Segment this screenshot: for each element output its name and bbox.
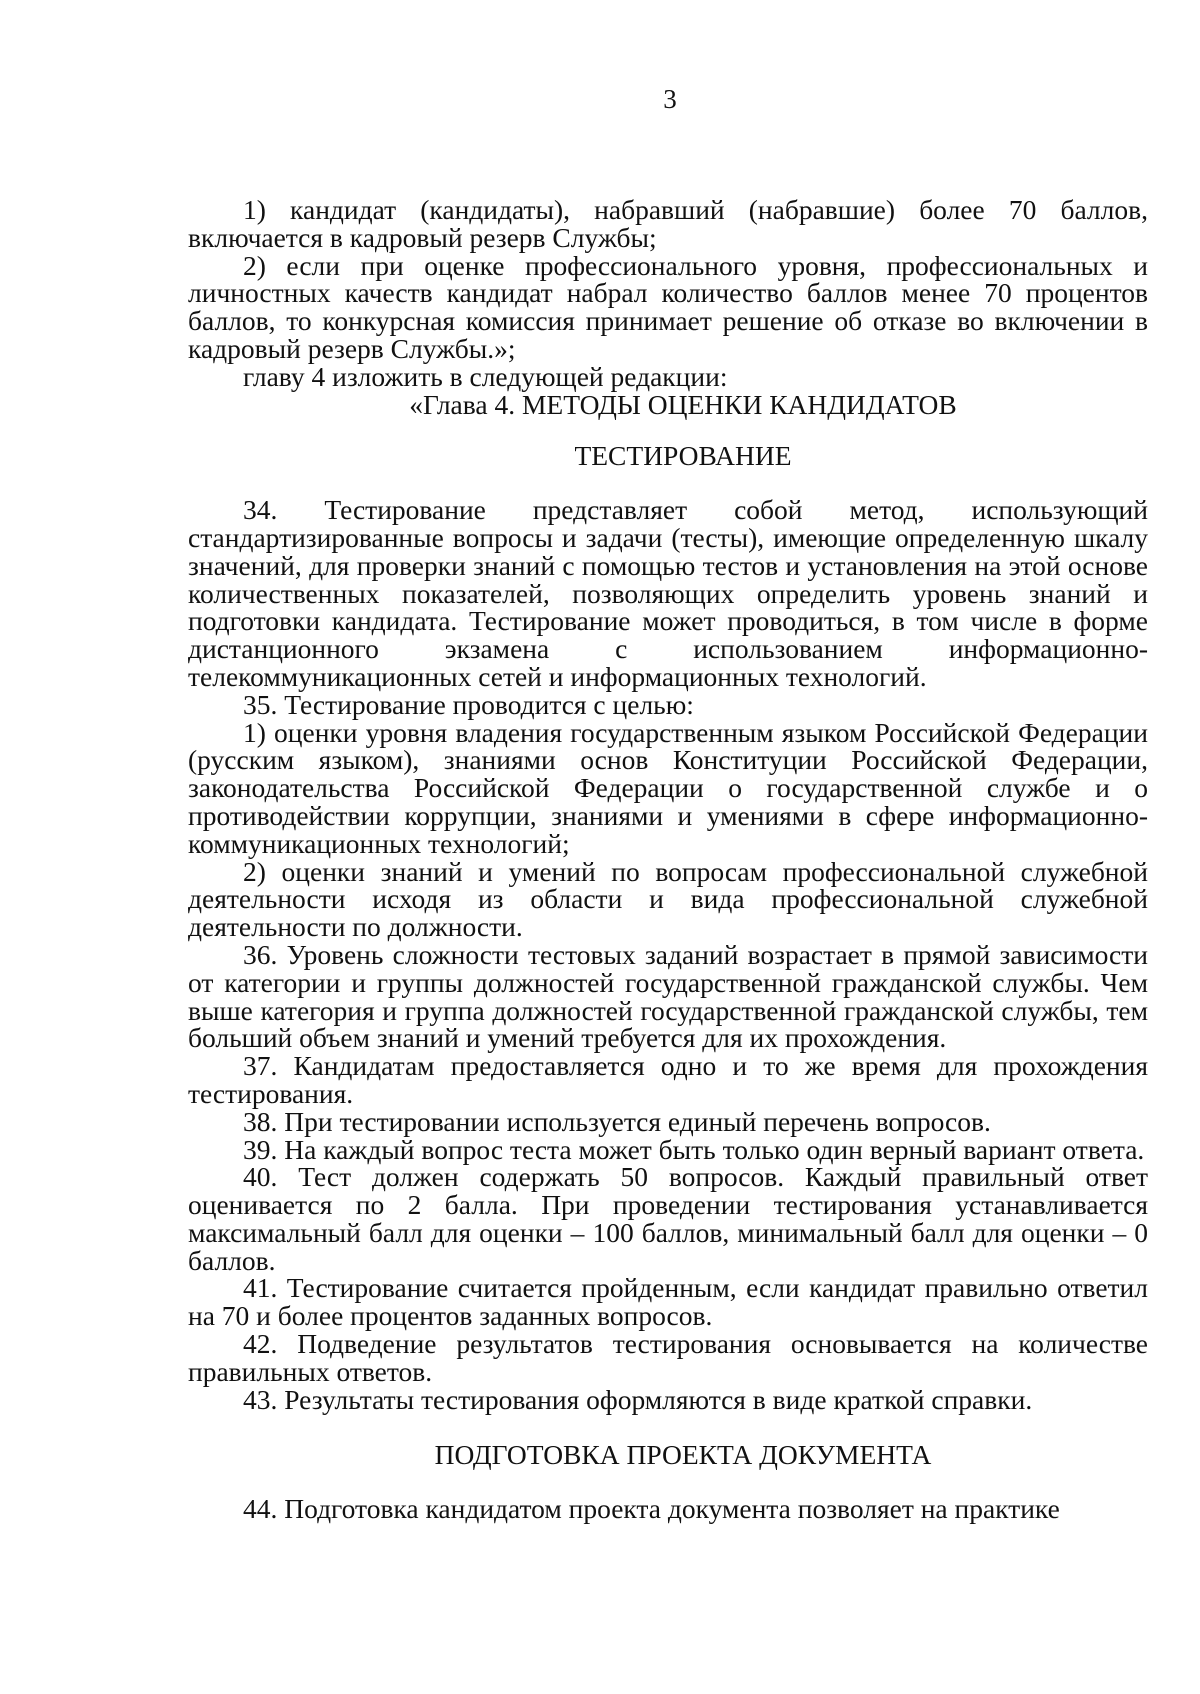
paragraph-35: 35. Тестирование проводится с целью: [243, 688, 694, 720]
chapter-heading: «Глава 4. МЕТОДЫ ОЦЕНКИ КАНДИДАТОВ [409, 388, 957, 420]
paragraph-40: 40. Тест должен содержать 50 вопросов. Каждый правильный ответ оценивается по 2 балла. При проведении тестирования устанавливается максимальный балл для оценки – 100 баллов, минимальный балл для оценки – 0 баллов. [188, 1161, 1148, 1276]
paragraph-39: 39. На каждый вопрос теста может быть только один верный вариант ответа. [243, 1133, 1145, 1165]
paragraph-41: 41. Тестирование считается пройденным, если кандидат правильно ответил на 70 и более процентов заданных вопросов. [188, 1272, 1148, 1332]
paragraph-37: 37. Кандидатам предоставляется одно и то же время для прохождения тестирования. [188, 1050, 1148, 1109]
paragraph-35-item-2: 2) оценки знаний и умений по вопросам профессиональной служебной деятельности исходя из области и вида профессиональной служебной деятельности по должности. [188, 855, 1148, 943]
paragraph-38: 38. При тестировании используется единый перечень вопросов. [243, 1105, 991, 1137]
paragraph-35-item-1: 1) оценки уровня владения государственным языком Российской Федерации (русским языком), знаниями основ Конституции Российской Федерации, законодательства Российской Федерации о государственной службе и о противодействии коррупции, знаниями и умениями в сфере информационно-коммуникационных технологий; [188, 716, 1148, 859]
page-number: 3 [663, 84, 677, 114]
paragraph-36: 36. Уровень сложности тестовых заданий возрастает в прямой зависимости от категории и группы должностей государственной гражданской службы. Чем выше категория и группа должностей государственной гражданской службы, тем больший объем знаний и умений требуется для их прохождения. [188, 938, 1148, 1054]
document-body [188, 196, 1148, 1523]
section-heading-document-draft: ПОДГОТОВКА ПРОЕКТА ДОКУМЕНТА [434, 1439, 932, 1471]
paragraph-43: 43. Результаты тестирования оформляются в виде краткой справки. [243, 1383, 1033, 1415]
paragraph-chapter-4-instruction: главу 4 изложить в следующей редакции: [243, 360, 728, 392]
paragraph-44: 44. Подготовка кандидатом проекта документа позволяет на практике [243, 1493, 1060, 1525]
paragraph-candidates-over-70: 1) кандидат (кандидаты), набравший (набравшие) более 70 баллов, включается в кадровый резерв Службы; [188, 194, 1148, 253]
paragraph-42: 42. Подведение результатов тестирования основывается на количестве правильных ответов. [188, 1328, 1148, 1387]
paragraph-candidates-under-70: 2) если при оценке профессионального уровня, профессиональных и личностных качеств кандидат набрал количество баллов менее 70 процентов баллов, то конкурсная комиссия принимает решение об отказе во включении в кадровый резерв Службы.»; [188, 249, 1148, 364]
paragraph-34: 34. Тестирование представляет собой метод, использующий стандартизированные вопросы и задачи (тесты), имеющие определенную шкалу значений, для проверки знаний с помощью тестов и установления на этой основе количественных показателей, позволяющих определить уровень знаний и подготовки кандидата. Тестирование может проводиться, в том числе в форме дистанционного экзамена с использованием информационно-телекоммуникационных сетей и информационных технологий. [188, 494, 1148, 692]
section-heading-testing: ТЕСТИРОВАНИЕ [574, 440, 792, 472]
